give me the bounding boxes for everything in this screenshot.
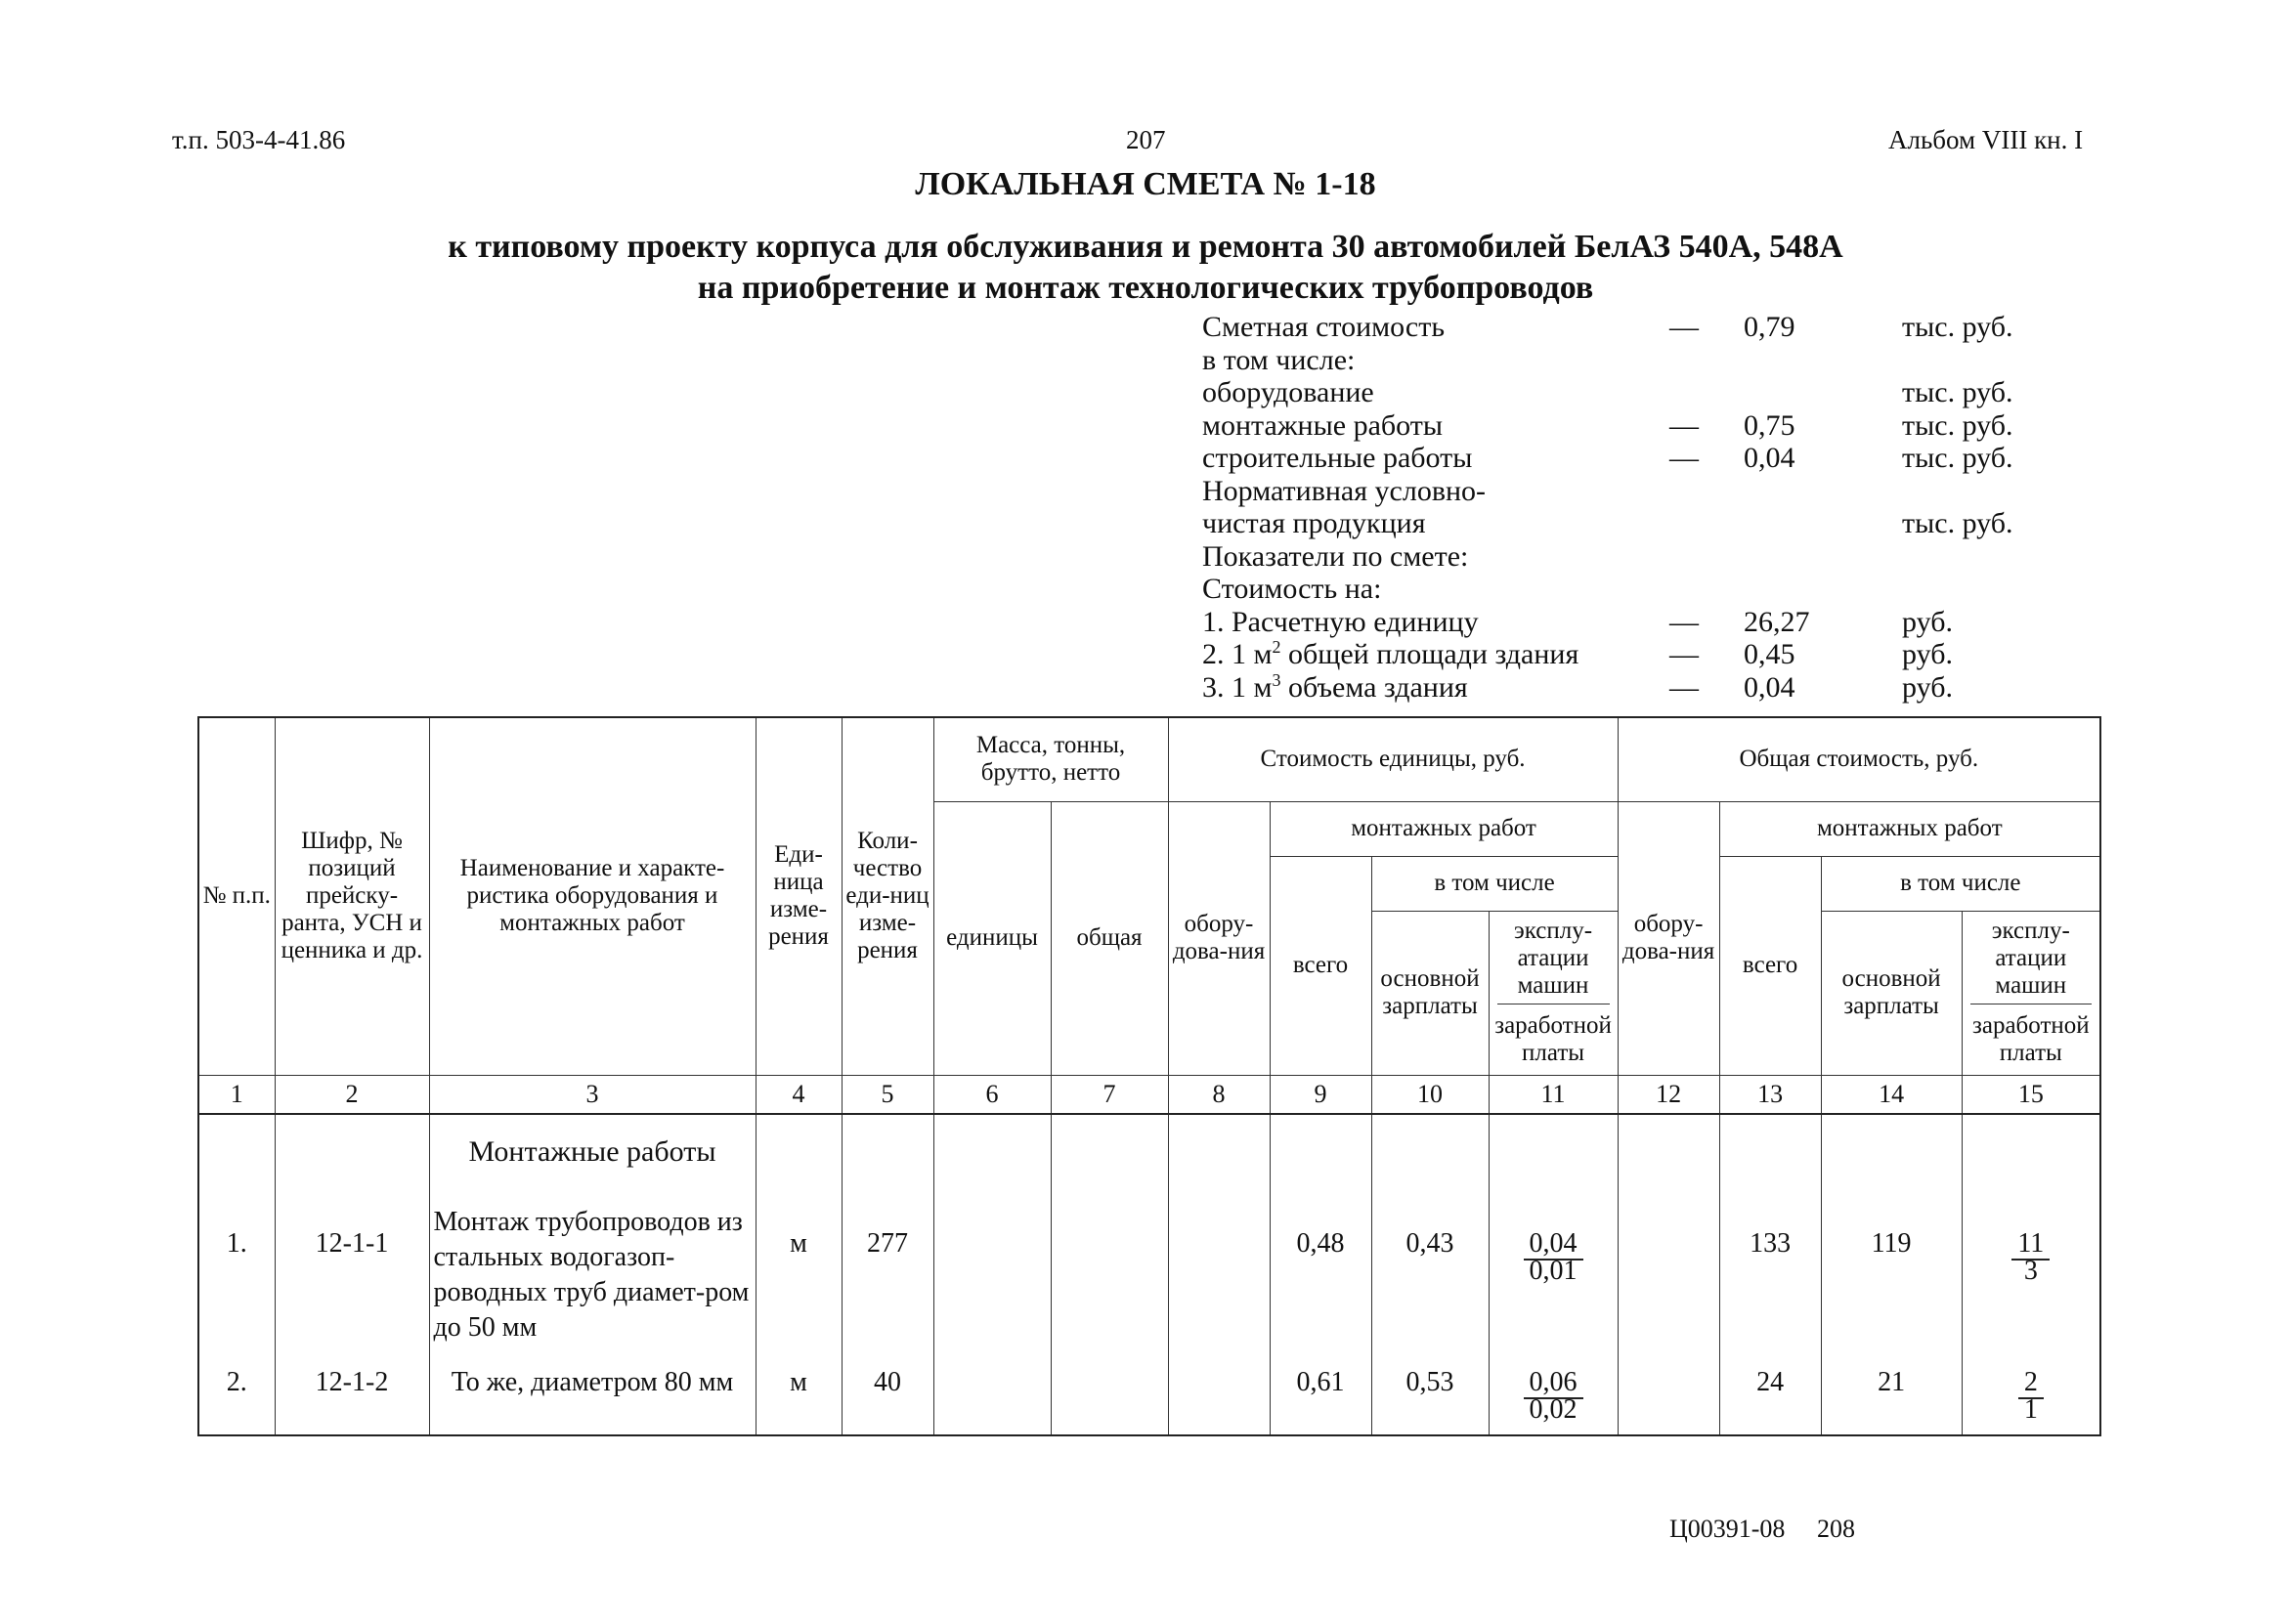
summary-label: Стоимость на:: [1202, 573, 1382, 605]
summary-label: оборудование: [1202, 376, 1374, 408]
summary-label: Сметная стоимость: [1202, 311, 1446, 343]
header-num: № п.п.: [198, 717, 275, 1075]
doc-code: т.п. 503-4-41.86: [172, 125, 346, 154]
summary-dashes: — — — — — —: [1669, 311, 1699, 704]
header-mount: монтажных работ: [1719, 801, 2100, 856]
summary-label: Нормативная условно-: [1202, 474, 1487, 507]
footer-page: 208: [1816, 1515, 1855, 1543]
header-code: Шифр, № позиций прейску-ранта, УСН и ценника и др.: [275, 717, 429, 1075]
summary-label: чистая продукция: [1202, 507, 1426, 539]
header-mass: Масса, тонны, брутто, нетто: [933, 717, 1168, 801]
table-row: 2. 12-1-2 То же, диаметром 80 мм м 40 0,61 0,53 $\frac{0,06}{0,02}$ 24 21 $\frac{2}{1}$: [198, 1346, 2100, 1435]
table-row: 1. 12-1-1 Монтажные работы Монтаж трубопроводов из стальных водогазоп-роводных труб диамет-ром до 50 мм м 277 0,48 0,43 $\frac{0,04}{0,01}$ 133 119 $\frac{11}{3}$: [198, 1114, 2100, 1346]
header-qty: Коли-чество еди-ниц изме-рения: [842, 717, 933, 1075]
summary-values: [1744, 311, 1810, 704]
fraction-value: $\frac{0,06}{0,02}$: [1524, 1369, 1583, 1424]
fraction-value: $\frac{0,04}{0,01}$: [1524, 1230, 1583, 1285]
header-total-cost: Общая стоимость, руб.: [1618, 717, 2100, 801]
estimate-table: [197, 716, 2101, 1436]
summary-label: 3. 1 $м^3$ объема здания: [1202, 669, 1468, 704]
header-unit: Еди-ница изме-рения: [756, 717, 842, 1075]
summary-units: тыс. руб. тыс. руб. тыс. руб. тыс. руб. тыс. руб. руб. руб. руб.: [1902, 311, 2013, 704]
page-number: 207: [1126, 125, 1166, 154]
summary-value: 0,75: [1744, 408, 1795, 442]
summary-value: 26,27: [1744, 605, 1810, 638]
section-heading: Монтажные работы: [468, 1134, 716, 1168]
summary-label: 1. Расчетную единицу: [1202, 605, 1479, 638]
header-basic: основной зарплаты: [1821, 911, 1962, 1075]
header-expl: эксплу-атации машин: [1962, 911, 2100, 1004]
subtitle-line-2: на приобретение и монтаж технологических трубопроводов: [697, 270, 1594, 306]
header-mass-unit: единицы: [933, 801, 1051, 1075]
summary-value: 0,45: [1744, 638, 1795, 670]
header-wage: заработной платы: [1489, 1004, 1618, 1075]
summary-label: строительные работы: [1202, 442, 1473, 474]
header-name: Наименование и характе-ристика оборудования и монтажных работ: [429, 717, 756, 1075]
header-all: всего: [1719, 856, 1821, 1075]
summary-label: в том числе:: [1202, 343, 1356, 376]
fraction-value: $\frac{11}{3}$: [2011, 1230, 2050, 1285]
album-ref: Альбом VIII кн. I: [1888, 125, 2084, 154]
header-all: всего: [1270, 856, 1371, 1075]
header-incl: в том числе: [1371, 856, 1618, 911]
header-mount: монтажных работ: [1270, 801, 1618, 856]
header-unit-cost: Стоимость единицы, руб.: [1168, 717, 1618, 801]
summary-value: 0,79: [1744, 311, 1795, 343]
footer: [1669, 1515, 1855, 1544]
header-mass-total: общая: [1051, 801, 1168, 1075]
summary-labels: [1202, 311, 1578, 704]
page-title: ЛОКАЛЬНАЯ СМЕТА № 1-18: [915, 166, 1376, 202]
summary-label: Показатели по смете:: [1202, 539, 1469, 573]
header-basic: основной зарплаты: [1371, 911, 1489, 1075]
fraction-value: $\frac{2}{1}$: [2018, 1369, 2044, 1424]
summary-value: 0,04: [1744, 442, 1795, 474]
column-numbers: 1 2 3 4 5 6 7 8 9 10 11 12 13 14 15: [198, 1075, 2100, 1114]
summary-value: 0,04: [1744, 670, 1795, 704]
subtitle-line-1: к типовому проекту корпуса для обслуживания и ремонта 30 автомобилей БелАЗ 540А, 548А: [448, 229, 1843, 265]
header-expl: эксплу-атации машин: [1489, 911, 1618, 1004]
header-equip: обору-дова-ния: [1618, 801, 1719, 1075]
row-description: Монтаж трубопроводов из стальных водогазоп-роводных труб диамет-ром до 50 мм: [433, 1206, 750, 1343]
header-incl: в том числе: [1821, 856, 2100, 911]
header-wage: заработной платы: [1962, 1004, 2100, 1075]
header-equip: обору-дова-ния: [1168, 801, 1270, 1075]
summary-label: 2. 1 $м^2$ общей площади здания: [1202, 637, 1579, 670]
footer-code: Ц00391-08: [1669, 1515, 1786, 1543]
summary-label: монтажные работы: [1202, 408, 1444, 442]
